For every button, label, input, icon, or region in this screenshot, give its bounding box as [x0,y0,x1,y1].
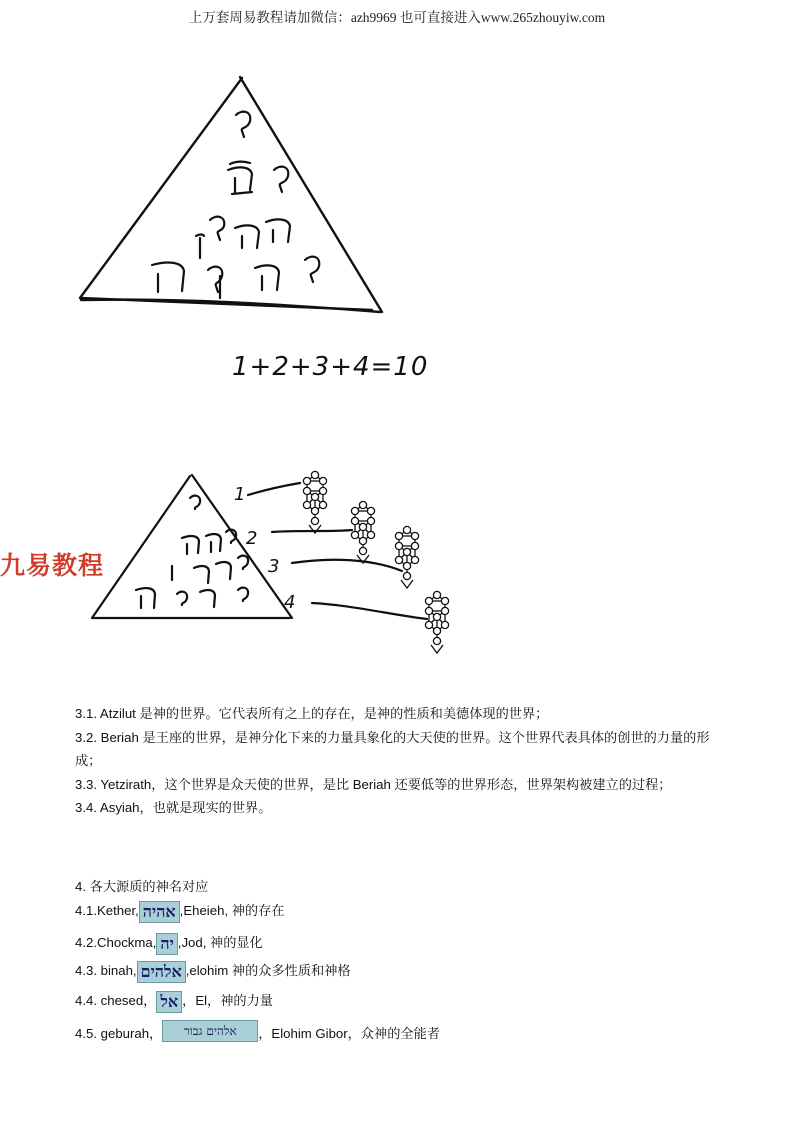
world-3-4 [75,796,725,820]
name-row-chockma [75,932,263,955]
worlds-section [75,702,725,820]
name-row-kether [75,900,284,923]
hebrew-name-box: יה [156,933,177,955]
tree-of-life-icon [303,471,326,533]
names-title: 4. 各大源质的神名对应 [75,879,209,894]
name-prefix: 4.4. chesed， [75,993,157,1008]
hebrew-name-box: אל [156,991,182,1013]
name-suffix: ，El，神的力量 [182,993,273,1008]
name-row-geburah [75,1020,440,1042]
label-2: 2 [246,528,258,549]
tetractys-drawing [60,60,400,320]
name-prefix: 4.2.Chockma, [75,935,157,950]
equation: 1+2+3+4=10 [232,352,429,382]
hebrew-name-box: אהיה [139,901,180,923]
tree-of-life-icon [351,501,374,563]
name-row-binah [75,960,351,983]
label-4: 4 [284,592,296,613]
four-worlds-drawing [80,440,480,660]
tree-of-life-icon [425,591,448,653]
tree-of-life-icon [395,526,418,588]
watermark: 九易教程 [0,551,105,580]
world-3-4-prefix: 3.4. Asyiah， [75,800,153,815]
name-suffix: ，Elohim Gibor，众神的全能者 [258,1026,440,1041]
page-header: 上万套周易教程请加微信：azh9969 也可直接进入www.265zhouyiw.com [188,10,606,25]
name-prefix: 4.5. geburah， [75,1026,163,1041]
hebrew-name-box: אלהים [137,961,186,983]
name-prefix: 4.1.Kether, [75,903,139,918]
yod-glyphs [152,112,319,298]
world-3-2: 3.2. Beriah 是王座的世界，是神分化下来的力量具象化的大天使的世界。这个世界代表具体的创世的力量的形成； [75,729,710,768]
name-row-chesed [75,990,273,1013]
world-3-1: 3.1. Atzilut 是神的世界。它代表所有之上的存在，是神的性质和美德体现的世界； [75,706,549,721]
world-3-4-suffix: 也就是现实的世界。 [152,800,272,815]
world-3-3: 3.3. Yetzirath，这个世界是众天使的世界，是比 Beriah 还要低等的世界形态，世界架构被建立的过程； [75,776,672,792]
name-suffix: ,Jod, 神的显化 [177,935,263,950]
label-3: 3 [268,556,280,577]
hebrew-name-box: אלהים גבור [162,1020,258,1042]
name-suffix: ,elohim 神的众多性质和神格 [185,963,351,978]
name-suffix: ,Eheieh, 神的存在 [179,903,285,918]
label-1: 1 [234,484,246,505]
name-prefix: 4.3. binah, [75,963,137,978]
